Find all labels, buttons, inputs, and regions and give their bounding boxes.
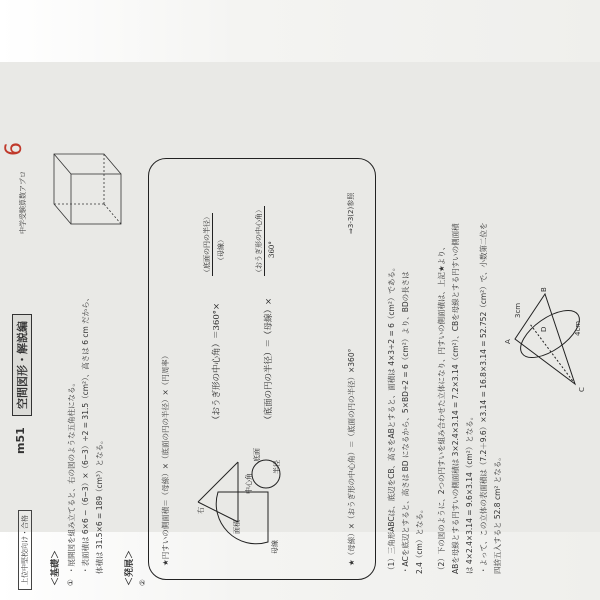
sketch-label-bosen: 母線 xyxy=(271,540,279,554)
fig-label-b: B xyxy=(540,287,548,292)
part2-line-3: は 4×2.4×3.14 = 9.6×3.14（cm²）となる。 xyxy=(465,412,474,574)
basic-line-2: ・表面積は 6×6 −（6−3）×（6−3）÷2 = 31.5（cm²）、高さは 6 cm だから、 xyxy=(81,293,90,574)
basic-heading: ＜基礎＞ xyxy=(51,549,61,586)
hand-formula-2: （底面の円の半径）＝（母線）× xyxy=(264,297,274,424)
sketch-label-hankei: 半径 xyxy=(273,460,281,474)
basic-line-3: 体積は 31.5×6 = 189（cm³）となる。 xyxy=(95,436,104,574)
fig-label-3cm: 3cm xyxy=(514,302,522,318)
fig-label-c: C xyxy=(578,387,586,392)
part2-line-4: ・よって、この立体の表面積は（7.2＋9.6）×3.14 = 16.8×3.14 = 52.752（cm²）で、小数第二位を xyxy=(479,222,488,574)
fig-label-4cm: 4cm xyxy=(574,320,582,336)
part2-line-1: （2）下の図のように、2つの円すいを組み合わせた立体になり、円すいの側面積は、上記★より、 xyxy=(437,242,446,574)
rotated-page-content xyxy=(0,124,600,594)
left-tag: 上位中堅校向け・合格 xyxy=(18,510,32,590)
page-title: 空間図形・解説編 xyxy=(12,314,32,416)
formula-2: ★（母線）×（おうぎ形の中心角）＝（底面の円の半径）×360° xyxy=(347,348,356,566)
sketch-label-teimen: 底面 xyxy=(253,448,261,462)
prism-figure xyxy=(46,144,136,234)
document-page xyxy=(0,62,600,586)
hand-formula-2-denominator: 360° xyxy=(268,241,276,258)
part1-line-2: ・ACを底辺とすると、高さは BD になるから、5×BD÷2 = 6（cm²）より、BDの長さは xyxy=(401,271,410,574)
formula-reference: ⇒3-3(2)参照 xyxy=(347,192,355,234)
part1-line-3: 2.4（cm）となる。 xyxy=(415,505,424,574)
formula-1: ★円すいの側面積＝（母線）×（底面の円の半径）×（円周率） xyxy=(161,351,170,566)
q1-number: ① xyxy=(66,579,75,586)
unit-label: m51 xyxy=(14,427,27,454)
sketch-label-migi: 右 xyxy=(197,507,205,514)
part1-line-1: （1）三角形ABCは、底辺をCB、高さをABとすると、面積は 4×3÷2 = 6（cm²）である。 xyxy=(387,263,396,574)
publisher: 中学受験算数アプロ xyxy=(19,171,27,234)
basic-line-1: ・展開図を組み立てると、右の図のような五角柱になる。 xyxy=(67,379,76,574)
fig-label-a: A xyxy=(504,339,512,344)
part2-line-2: ABを母線とする円すいの側面積は 3×2.4×3.14 = 7.2×3.14（cm²）、CBを母線とする円すいの側面積 xyxy=(451,223,460,574)
fig-label-d: D xyxy=(540,326,548,332)
hand-formula-1-denominator: （母線） xyxy=(217,236,225,264)
advanced-heading: ＜発展＞ xyxy=(125,549,135,586)
hand-formula-2-numerator: （おうぎ形の中心角） xyxy=(255,206,263,276)
page-number: 6 xyxy=(2,142,27,156)
sketch-label-menseki: 面積 xyxy=(233,520,241,534)
part2-line-5: 四捨五入すると 52.8 cm² となる。 xyxy=(493,453,502,574)
double-cone-figure xyxy=(505,284,595,394)
hand-formula-1: （おうぎ形の中心角）＝360°× xyxy=(212,302,222,424)
hand-formula-1-numerator: （底面の円の半径） xyxy=(203,213,211,276)
sketch-label-chushinkaku: 中心角 xyxy=(245,473,253,494)
q2-number: ② xyxy=(138,579,147,586)
